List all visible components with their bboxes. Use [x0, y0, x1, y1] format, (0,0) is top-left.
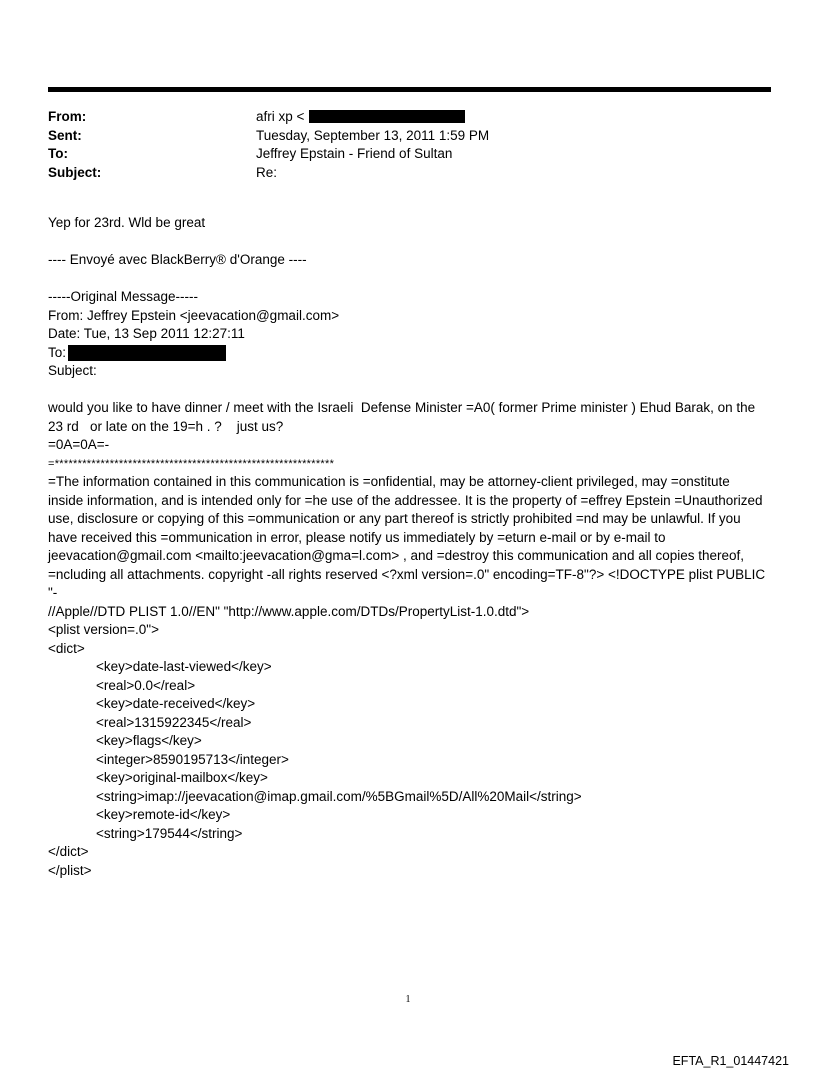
- from-value: [256, 108, 768, 127]
- reply-text: Yep for 23rd. Wld be great: [48, 215, 206, 230]
- dict-entry: <string>imap://jeevacation@imap.gmail.com/%5BGmail%5D/All%20Mail</string>: [96, 788, 582, 804]
- original-to: [48, 344, 773, 363]
- dict-entry: <real>1315922345</real>: [96, 714, 252, 730]
- email-body: [48, 214, 773, 880]
- encoded-line: =0A=0A=-: [48, 437, 110, 452]
- message-line: would you like to have dinner / meet with the Israeli Defense Minister =A0( former Prime minister ) Ehud Barak, on the: [48, 400, 756, 415]
- message-line: 23 rd or late on the 19=h . ? just us?: [48, 418, 284, 434]
- to-label: To:: [48, 146, 68, 161]
- disclaimer-line: jeevacation@gmail.com <mailto:jeevacation@gma=l.com> , and =destroy this communication and all copies thereof,: [48, 548, 745, 563]
- redaction-box: [309, 110, 465, 123]
- to-row: [48, 145, 768, 164]
- dict-entry: <key>date-last-viewed</key>: [96, 659, 272, 674]
- separator-stars: =*************************************************************: [48, 457, 335, 470]
- to-value: Jeffrey Epstain - Friend of Sultan: [256, 146, 453, 161]
- dict-entry: <integer>8590195713</integer>: [96, 751, 289, 767]
- disclaimer-line: //Apple//DTD PLIST 1.0//EN" "http://www.apple.com/DTDs/PropertyList-1.0.dtd">: [48, 603, 530, 619]
- dict-entry: <string>179544</string>: [96, 825, 243, 841]
- disclaimer-line: =The information contained in this communication is =onfidential, may be attorney-client privileged, may =onstitute: [48, 474, 730, 489]
- original-to-label: To:: [48, 344, 67, 360]
- document-id: EFTA_R1_01447421: [672, 1054, 789, 1068]
- top-rule: [48, 87, 771, 92]
- from-label: From:: [48, 109, 87, 124]
- dict-entry: <key>original-mailbox</key>: [96, 770, 268, 785]
- from-sender: afri xp <: [256, 109, 305, 124]
- from-row: [48, 108, 768, 127]
- disclaimer-line: have received this =ommunication in error, please notify us immediately by =eturn e-mail or by e-mail to: [48, 529, 666, 545]
- subject-row: [48, 164, 768, 183]
- dict-entry: <real>0.0</real>: [96, 677, 196, 693]
- disclaimer-line: inside information, and is intended only for =he use of the addressee. It is the property of =effrey Epstein =Unauthorized: [48, 492, 763, 508]
- redaction-box: [68, 345, 226, 361]
- disclaimer-line: use, disclosure or copying of this =ommunication or any part thereof is strictly prohibited =nd may be unlawful. If you: [48, 511, 741, 526]
- plist-close: </plist>: [48, 862, 92, 878]
- plist-open: <plist version=.0">: [48, 622, 159, 637]
- dict-entry: <key>flags</key>: [96, 733, 202, 748]
- dict-open: <dict>: [48, 640, 85, 656]
- subject-label: Subject:: [48, 164, 102, 180]
- sent-value: Tuesday, September 13, 2011 1:59 PM: [256, 127, 490, 143]
- page-number: 1: [405, 994, 411, 1005]
- sent-row: [48, 127, 768, 146]
- original-subject: Subject:: [48, 363, 97, 378]
- original-message-marker: -----Original Message-----: [48, 289, 199, 304]
- dict-close: </dict>: [48, 844, 89, 859]
- subject-value: Re:: [256, 164, 278, 180]
- disclaimer-line: =ncluding all attachments. copyright -all rights reserved <?xml version=.0" encoding=TF-8"?> <!DOCTYPE plist PUBLIC "-: [48, 566, 769, 600]
- email-header: [48, 108, 768, 182]
- dict-entry: <key>date-received</key>: [96, 696, 256, 711]
- original-date: Date: Tue, 13 Sep 2011 12:27:11: [48, 326, 245, 341]
- original-from: From: Jeffrey Epstein <jeevacation@gmail.com>: [48, 307, 340, 323]
- signature: ---- Envoyé avec BlackBerry® d'Orange ----: [48, 252, 307, 267]
- sent-label: Sent:: [48, 127, 82, 143]
- dict-entry: <key>remote-id</key>: [96, 807, 231, 822]
